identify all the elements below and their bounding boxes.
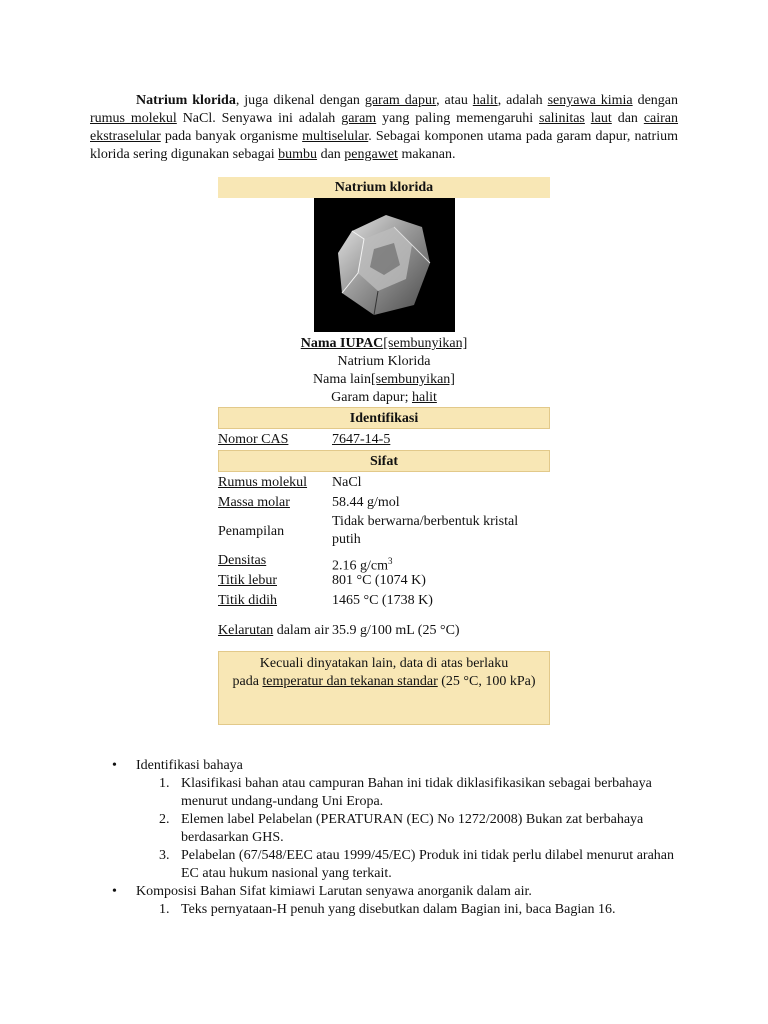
row-value: 58.44 g/mol bbox=[332, 495, 400, 510]
bullet-item: • Identifikasi bahaya bbox=[108, 757, 678, 775]
row-value: Tidak berwarna/berbentuk kristal putih bbox=[332, 514, 519, 547]
link-kelarutan[interactable]: Kelarutan bbox=[218, 623, 274, 638]
item-text: Pelabelan (67/548/EEC atau 1999/45/EC) Produk ini tidak perlu dilabel menurut arahan EC atau hukum nasional yang terkait. bbox=[181, 848, 674, 881]
item-number: 3. bbox=[159, 848, 170, 863]
row-key-link[interactable]: Titik didih bbox=[218, 593, 278, 608]
row-titik-didih bbox=[218, 591, 550, 611]
item-text: Teks pernyataan-H penuh yang disebutkan dalam Bagian ini, baca Bagian 16. bbox=[181, 902, 616, 917]
row-key: Penampilan bbox=[218, 524, 285, 539]
iupac-label: Nama IUPAC bbox=[300, 336, 384, 351]
row-key-suffix: dalam air bbox=[273, 623, 330, 638]
link-senyawa-kimia[interactable]: senyawa kimia bbox=[547, 93, 633, 108]
item-number: 1. bbox=[159, 776, 170, 791]
row-value: 1465 °C (1738 K) bbox=[332, 593, 433, 608]
standard-conditions-note bbox=[218, 651, 550, 725]
link-pengawet[interactable]: pengawet bbox=[344, 147, 398, 162]
infobox-title: Natrium klorida bbox=[218, 177, 550, 198]
intro-text: , adalah bbox=[497, 93, 548, 108]
link-laut[interactable]: laut bbox=[590, 111, 612, 126]
other-value-text: Garam dapur; bbox=[331, 390, 412, 405]
row-penampilan bbox=[218, 513, 550, 551]
numbered-item bbox=[108, 901, 678, 919]
row-key-link[interactable]: Densitas bbox=[218, 553, 267, 568]
link-rumus-molekul[interactable]: rumus molekul bbox=[90, 111, 177, 126]
note-text: (25 °C, 100 kPa) bbox=[437, 674, 536, 689]
row-titik-lebur bbox=[218, 571, 550, 591]
bullet-item: • Komposisi Bahan Sifat kimiawi Larutan senyawa anorganik dalam air. bbox=[108, 883, 678, 901]
link-cairan-ekstraselular[interactable]: cairan ekstraselular bbox=[90, 111, 679, 144]
section-identifikasi: Identifikasi bbox=[218, 407, 550, 429]
iupac-name-value: Natrium Klorida bbox=[337, 354, 431, 369]
intro-title: Natrium klorida bbox=[136, 93, 236, 108]
link-multiselular[interactable]: multiselular bbox=[302, 129, 369, 144]
intro-text: , juga dikenal dengan bbox=[235, 93, 365, 108]
intro-paragraph bbox=[90, 92, 678, 164]
density-value: 2.16 g/cm bbox=[332, 558, 388, 574]
row-rumus-molekul bbox=[218, 472, 550, 493]
item-number: 2. bbox=[159, 812, 170, 827]
intro-text: NaCl. Senyawa ini adalah bbox=[176, 111, 342, 126]
item-text: Klasifikasi bahan atau campuran Bahan ini tidak diklasifikasikan sebagai berbahaya menurut undang-undang Uni Eropa. bbox=[181, 776, 652, 809]
intro-text: makanan. bbox=[397, 147, 456, 162]
row-key-link[interactable]: Massa molar bbox=[218, 495, 290, 510]
link-halit-infobox[interactable]: halit bbox=[411, 390, 437, 405]
intro-text: yang paling memengaruhi bbox=[376, 111, 539, 126]
note-line bbox=[219, 673, 549, 691]
toggle-hide-other-names[interactable]: [sembunyikan] bbox=[370, 372, 455, 387]
row-densitas bbox=[218, 551, 550, 574]
row-value: NaCl bbox=[332, 475, 362, 490]
intro-text: . Sebagai komponen utama pada garam dapur, natrium klorida sering digunakan sebagai bbox=[90, 129, 678, 162]
row-key bbox=[218, 622, 332, 640]
numbered-item bbox=[108, 811, 678, 847]
item-number: 1. bbox=[159, 902, 170, 917]
link-salinitas[interactable]: salinitas bbox=[539, 111, 585, 126]
other-names-value bbox=[218, 389, 550, 407]
intro-text: dengan bbox=[632, 93, 679, 108]
toggle-hide-iupac[interactable]: [sembunyikan] bbox=[383, 336, 468, 351]
row-value: 801 °C (1074 K) bbox=[332, 573, 426, 588]
row-value-link[interactable]: 7647-14-5 bbox=[332, 432, 391, 447]
row-key-link[interactable]: Rumus molekul bbox=[218, 475, 308, 490]
row-key-link[interactable]: Titik lebur bbox=[218, 573, 277, 588]
intro-text: , atau bbox=[436, 93, 473, 108]
item-text: Elemen label Pelabelan (PERATURAN (EC) No 1272/2008) Bukan zat berbahaya berdasarkan GHS. bbox=[181, 812, 644, 845]
numbered-item bbox=[108, 775, 678, 811]
intro-text: dan bbox=[611, 111, 644, 126]
section-sifat: Sifat bbox=[218, 450, 550, 472]
density-unit-exponent: 3 bbox=[388, 556, 393, 566]
numbered-item bbox=[108, 847, 678, 883]
row-value bbox=[332, 551, 550, 574]
note-text: pada bbox=[232, 674, 263, 689]
row-massa-molar bbox=[218, 493, 550, 513]
row-value: 35.9 g/100 mL (25 °C) bbox=[332, 623, 460, 638]
intro-text: pada banyak organisme bbox=[160, 129, 303, 144]
other-names-label bbox=[218, 371, 550, 389]
link-temperatur-tekanan-standar[interactable]: temperatur dan tekanan standar bbox=[262, 674, 438, 689]
salt-crystal-image bbox=[334, 209, 434, 321]
link-garam[interactable]: garam bbox=[341, 111, 377, 126]
hazard-lists bbox=[108, 757, 678, 919]
link-halit[interactable]: halit bbox=[472, 93, 498, 108]
link-bumbu[interactable]: bumbu bbox=[278, 147, 318, 162]
intro-text: dan bbox=[317, 147, 345, 162]
row-key-link[interactable]: Nomor CAS bbox=[218, 432, 289, 447]
link-garam-dapur[interactable]: garam dapur bbox=[364, 93, 437, 108]
salt-crystal-photo bbox=[314, 198, 455, 332]
row-nomor-cas bbox=[218, 429, 550, 450]
row-kelarutan bbox=[218, 611, 550, 651]
other-label: Nama lain bbox=[313, 372, 371, 387]
infobox bbox=[218, 177, 550, 725]
note-line: Kecuali dinyatakan lain, data di atas berlaku bbox=[259, 656, 509, 671]
iupac-name-label bbox=[218, 335, 550, 353]
